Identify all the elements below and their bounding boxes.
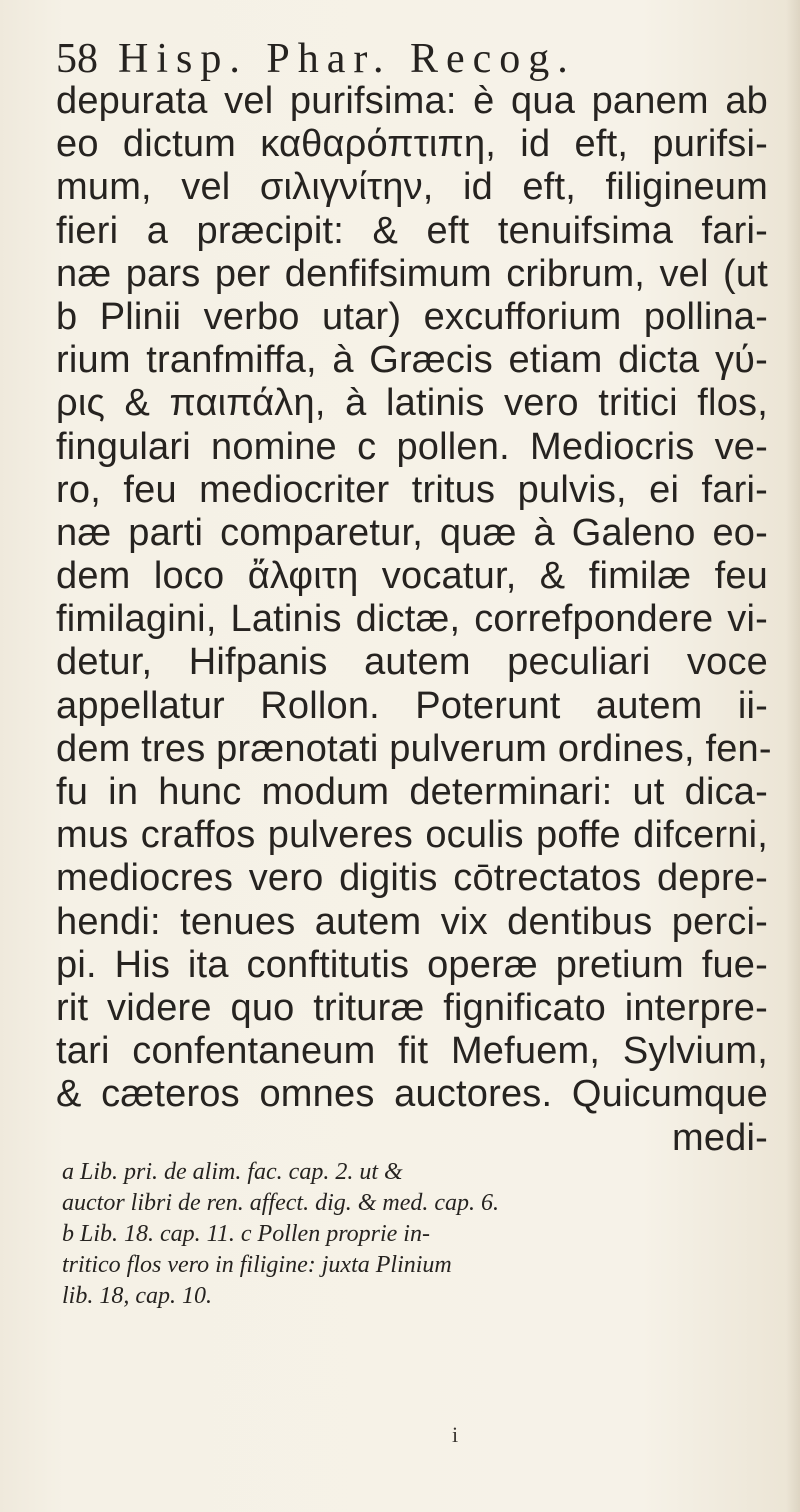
text-line: ρις & παιπάλη, à latinis vero tritici flos,: [56, 382, 768, 425]
text-line: b Plinii verbo utar) excufforium pollina-: [56, 295, 768, 338]
text-line: mus craffos pulveres oculis poffe difcerni,: [56, 814, 768, 857]
page-number: 58: [56, 36, 98, 82]
text-line: detur, Hifpanis autem peculiari voce: [56, 641, 768, 684]
text-line: næ parti comparetur, quæ à Galeno eo-: [56, 511, 768, 554]
footnote-line: a Lib. pri. de alim. fac. cap. 2. ut &: [62, 1159, 403, 1185]
body-text: [56, 80, 772, 1160]
text-line: rit videre quo trituræ fignificato interpre-: [56, 986, 768, 1029]
text-line: næ pars per denfifsimum cribrum, vel (ut: [56, 252, 768, 295]
text-line: fingulari nomine c pollen. Mediocris ve-: [56, 425, 768, 468]
text-line: hendi: tenues autem vix dentibus perci-: [56, 900, 768, 943]
text-line: eo dictum καθαρόπτιπη, id eft, purifsi-: [56, 123, 768, 166]
text-line: mum, vel σιλιγνίτην, id eft, filigineum: [56, 166, 768, 209]
text-line: fieri a præcipit: & eft tenuifsima fari-: [56, 209, 768, 252]
footnote-line: tritico flos vero in filigine: juxta Plinium: [62, 1252, 452, 1278]
text-line: rium tranfmiffa, à Græcis etiam dicta γύ-: [56, 339, 768, 382]
running-title: Hisp. Phar. Recog.: [118, 36, 576, 82]
text-line: mediocres vero digitis cōtrectatos depre-: [56, 857, 768, 900]
text-line: dem tres prænotati pulverum ordines, fen-: [56, 727, 772, 770]
page-header: [56, 34, 756, 84]
catchword: medi-: [671, 1116, 768, 1159]
text-line: tari confentaneum fit Mefuem, Sylvium,: [56, 1030, 768, 1073]
text-line: appellatur Rollon. Poterunt autem ii-: [56, 684, 768, 727]
footnote-line: b Lib. 18. cap. 11. c Pollen proprie in-: [62, 1221, 430, 1247]
signature-mark: i: [452, 1422, 459, 1447]
page-gutter-shadow: [786, 0, 800, 1512]
text-line: & cæteros omnes auctores. Quicumque: [56, 1073, 768, 1116]
text-line: dem loco ἄλφιτη vocatur, & fimilæ feu: [56, 555, 768, 598]
text-line: pi. His ita conftitutis operæ pretium fue-: [56, 943, 768, 986]
footnotes: [62, 1157, 692, 1312]
text-line: depurata vel purifsima: è qua panem ab: [56, 80, 768, 122]
footnote-line: lib. 18, cap. 10.: [62, 1283, 212, 1309]
text-line: fimilagini, Latinis dictæ, correfpondere vi-: [56, 598, 768, 641]
text-line: fu in hunc modum determinari: ut dica-: [56, 771, 768, 813]
footnote-line: auctor libri de ren. affect. dig. & med. cap. 6.: [62, 1190, 500, 1216]
text-line: ro, feu mediocriter tritus pulvis, ei fari-: [56, 468, 768, 511]
